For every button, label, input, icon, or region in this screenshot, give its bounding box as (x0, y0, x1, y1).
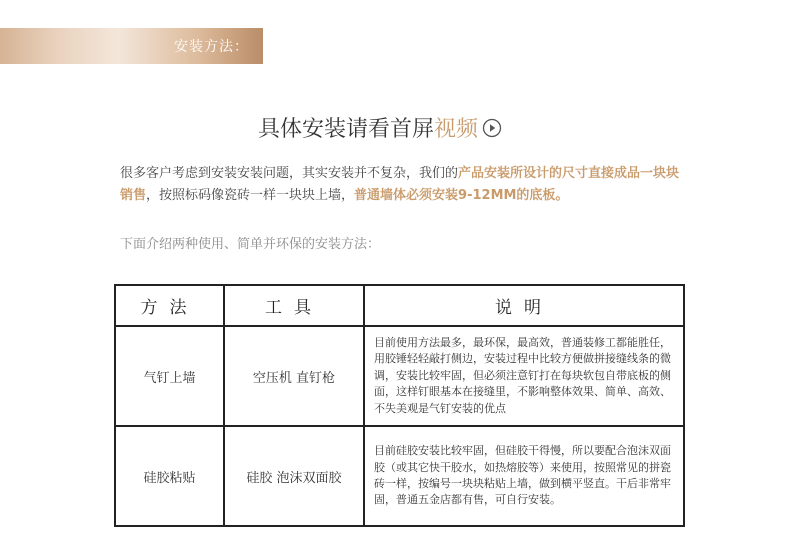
description-cell: 目前硅胶安装比较牢固，但硅胶干得慢，所以要配合泡沫双面胶（或其它快干胶水，如热熔胶等）来使用，按照常见的拼瓷砖一样，按编号一块块粘贴上墙，做到横平竖直。干后非常牢固，普通五金店都有售，可自行安装。 (364, 426, 684, 526)
methods-table (114, 284, 685, 527)
headline (258, 112, 502, 142)
method-cell: 硅胶粘贴 (115, 426, 224, 526)
table-header-row (115, 285, 684, 326)
section-title: 安装方法： (174, 39, 249, 55)
table-row (115, 426, 684, 526)
table-row (115, 326, 684, 426)
description-paragraph (120, 163, 690, 207)
description-cell: 目前使用方法最多，最环保，最高效，普通装修工都能胜任，用胶锤轻轻敲打侧边，安装过程中比较方便做拼接缝线条的微调，安装比较牢固，但必须注意钉打在每块软包自带底板的侧面，这样钉眼基本在接缝里，不影响整体效果、简单、高效、不失美观是气钉安装的优点 (364, 326, 684, 426)
para-text-2: ，按照标码像瓷砖一样一块块上墙， (146, 188, 355, 203)
headline-video-link[interactable]: 视频 (434, 116, 479, 142)
intro-text: 下面介绍两种使用、简单并环保的安装方法： (120, 237, 381, 252)
para-highlight-1: 产品安装所设计的尺寸直接成品一块块销售 (120, 166, 680, 203)
tools-cell: 硅胶 泡沫双面胶 (224, 426, 364, 526)
header-method: 方法 (115, 285, 224, 326)
play-circle-icon[interactable] (482, 118, 502, 138)
method-cell: 气钉上墙 (115, 326, 224, 426)
header-description: 说明 (364, 285, 684, 326)
header-tools: 工具 (224, 285, 364, 326)
tools-cell: 空压机 直钉枪 (224, 326, 364, 426)
para-highlight-2: 普通墙体必须安装9-12MM的底板。 (354, 188, 569, 203)
para-text-1: 很多客户考虑到安装安装问题，其实安装并不复杂，我们的 (120, 166, 459, 181)
headline-text: 具体安装请看首屏 (258, 116, 435, 142)
